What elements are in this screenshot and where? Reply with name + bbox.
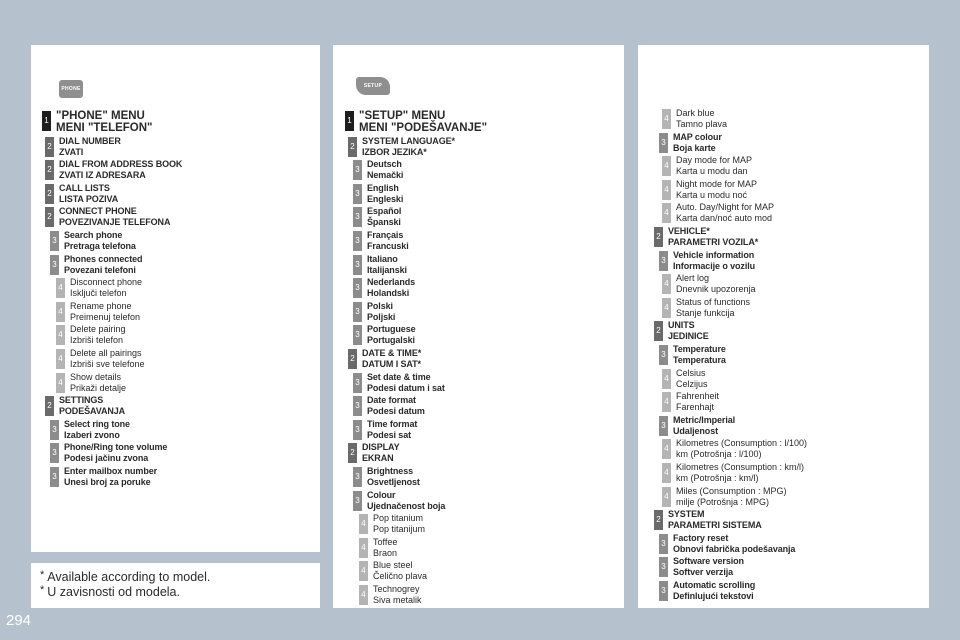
- menu-item-label: UNITS: [668, 320, 695, 330]
- menu-item-text: [367, 230, 409, 252]
- menu-item-translation: EKRAN: [362, 453, 394, 463]
- menu-item-translation: Obnovi fabrička podešavanja: [673, 544, 796, 554]
- menu-item-text: [668, 509, 762, 531]
- level-badge: 3: [659, 251, 668, 271]
- footnote-english: [40, 570, 210, 584]
- menu-item-label: CALL LISTS: [59, 183, 110, 193]
- footnote-star: *: [40, 584, 45, 596]
- menu-item-translation: Stanje funkcija: [676, 308, 735, 318]
- menu-item-text: [367, 301, 395, 323]
- menu-item-text: [64, 419, 130, 441]
- menu-item-translation: Osvetljenost: [367, 477, 420, 487]
- menu-item-label: "PHONE" MENU: [56, 110, 145, 122]
- level-badge: 4: [662, 156, 671, 176]
- menu-item-text: [70, 277, 142, 299]
- footnote-serbian: [40, 585, 180, 599]
- level-badge: 3: [353, 302, 362, 322]
- menu-item-text: [59, 159, 182, 181]
- level-badge: 4: [56, 302, 65, 322]
- level-badge: 3: [353, 325, 362, 345]
- level-badge: 1: [42, 111, 51, 131]
- level-badge: 4: [662, 180, 671, 200]
- level-badge: 2: [654, 227, 663, 247]
- menu-item-label: Nederlands: [367, 277, 416, 287]
- menu-item-translation: Dnevnik upozorenja: [676, 284, 756, 294]
- menu-item-text: [56, 110, 153, 134]
- menu-item-translation: Definlujući tekstovi: [673, 591, 754, 601]
- menu-item-translation: Podesi datum i sat: [367, 383, 445, 393]
- level-badge: 3: [353, 467, 362, 487]
- menu-item-label: Español: [367, 206, 402, 216]
- menu-item-text: [359, 110, 487, 134]
- menu-item-translation: MENI "PODEŠAVANJE": [359, 122, 488, 134]
- level-badge: 4: [359, 585, 368, 605]
- menu-item-translation: Karta u modu dan: [676, 166, 748, 176]
- menu-item-text: [70, 372, 126, 394]
- menu-item-label: Vehicle information: [673, 250, 755, 260]
- menu-item-label: Deutsch: [367, 159, 402, 169]
- menu-item-text: [367, 254, 407, 276]
- level-badge: 2: [654, 510, 663, 530]
- menu-item-translation: Karta dan/noć auto mod: [676, 213, 773, 223]
- level-badge: 3: [659, 557, 668, 577]
- menu-item-text: [373, 513, 425, 535]
- menu-item-label: Portuguese: [367, 324, 416, 334]
- menu-item-translation: Celzijus: [676, 379, 708, 389]
- menu-item-text: [373, 560, 427, 582]
- menu-item-text: [64, 230, 136, 252]
- menu-item-label: MAP colour: [673, 132, 722, 142]
- page-number: 294: [6, 612, 32, 629]
- level-badge: 4: [56, 373, 65, 393]
- menu-item-translation: Unesi broj za poruke: [64, 477, 151, 487]
- level-badge: 4: [56, 325, 65, 345]
- menu-item-label: CONNECT PHONE: [59, 206, 137, 216]
- menu-item-text: [676, 273, 756, 295]
- menu-item-translation: Engleski: [367, 194, 404, 204]
- menu-item-label: Rename phone: [70, 301, 132, 311]
- menu-item-text: [673, 556, 744, 578]
- menu-item-translation: Portugalski: [367, 335, 415, 345]
- level-badge: 4: [662, 463, 671, 483]
- menu-item-text: [673, 250, 755, 272]
- menu-item-text: [59, 183, 118, 205]
- level-badge: 2: [45, 207, 54, 227]
- level-badge: 2: [45, 396, 54, 416]
- menu-item-label: DIAL FROM ADDRESS BOOK: [59, 159, 183, 169]
- menu-item-text: [362, 348, 421, 370]
- menu-item-label: Celsius: [676, 368, 706, 378]
- menu-item-translation: Ujednačenost boja: [367, 501, 446, 511]
- menu-item-text: [59, 136, 121, 158]
- menu-item-translation: Informacije o vozilu: [673, 261, 756, 271]
- menu-item-label: Date format: [367, 395, 416, 405]
- menu-item-label: DISPLAY: [362, 442, 400, 452]
- menu-item-translation: Holandski: [367, 288, 410, 298]
- level-badge: 4: [56, 278, 65, 298]
- menu-item-translation: Isključi telefon: [70, 288, 127, 298]
- level-badge: 4: [662, 369, 671, 389]
- level-badge: 4: [359, 538, 368, 558]
- menu-item-translation: Italijanski: [367, 265, 407, 275]
- menu-item-label: Disconnect phone: [70, 277, 143, 287]
- level-badge: 3: [353, 491, 362, 511]
- menu-item-translation: JEDINICE: [668, 331, 709, 341]
- level-badge: 3: [50, 255, 59, 275]
- menu-item-translation: Softver verzija: [673, 567, 734, 577]
- menu-item-text: [668, 320, 709, 342]
- level-badge: 2: [348, 137, 357, 157]
- menu-item-label: Set date & time: [367, 372, 431, 382]
- menu-item-text: [64, 466, 157, 488]
- menu-item-translation: Pop titanijum: [373, 524, 426, 534]
- menu-item-text: [676, 155, 752, 177]
- menu-item-translation: Podesi jačinu zvona: [64, 453, 149, 463]
- menu-item-text: [367, 206, 401, 228]
- menu-item-translation: ZVATI IZ ADRESARA: [59, 170, 146, 180]
- menu-item-translation: Podesi sat: [367, 430, 412, 440]
- menu-item-label: SETTINGS: [59, 395, 104, 405]
- menu-item-text: [676, 108, 727, 130]
- menu-item-text: [673, 415, 735, 437]
- level-badge: 1: [345, 111, 354, 131]
- footnote-star: *: [40, 569, 45, 581]
- menu-item-label: Delete all pairings: [70, 348, 142, 358]
- level-badge: 3: [353, 184, 362, 204]
- menu-item-label: Fahrenheit: [676, 391, 720, 401]
- menu-item-label: Status of functions: [676, 297, 751, 307]
- menu-item-label: Day mode for MAP: [676, 155, 753, 165]
- level-badge: 3: [659, 345, 668, 365]
- menu-item-label: Delete pairing: [70, 324, 126, 334]
- menu-item-label: Kilometres (Consumption : km/l): [676, 462, 805, 472]
- level-badge: 3: [659, 581, 668, 601]
- menu-item-translation: Izbriši telefon: [70, 335, 124, 345]
- menu-item-text: [676, 179, 757, 201]
- menu-item-text: [70, 348, 145, 370]
- menu-item-translation: Boja karte: [673, 143, 716, 153]
- level-badge: 4: [662, 392, 671, 412]
- menu-item-translation: km (Potrošnja : km/l): [676, 473, 759, 483]
- menu-item-text: [676, 297, 750, 319]
- menu-item-translation: Povezani telefoni: [64, 265, 136, 275]
- menu-item-label: Night mode for MAP: [676, 179, 758, 189]
- menu-item-translation: PODEŠAVANJA: [59, 406, 126, 416]
- menu-item-text: [673, 533, 795, 555]
- menu-item-text: [676, 368, 708, 390]
- menu-item-label: Software version: [673, 556, 744, 566]
- menu-item-label: Temperature: [673, 344, 726, 354]
- menu-item-translation: Pretraga telefona: [64, 241, 136, 251]
- menu-item-label: Phone/Ring tone volume: [64, 442, 168, 452]
- menu-item-translation: Izbriši sve telefone: [70, 359, 145, 369]
- menu-item-text: [64, 254, 142, 276]
- menu-item-translation: PARAMETRI SISTEMA: [668, 520, 762, 530]
- menu-item-label: Time format: [367, 419, 418, 429]
- footnote-text: Available according to model.: [47, 570, 211, 584]
- level-badge: 2: [348, 349, 357, 369]
- menu-item-label: Phones connected: [64, 254, 143, 264]
- level-badge: 3: [353, 420, 362, 440]
- menu-item-text: [367, 183, 403, 205]
- level-badge: 2: [45, 160, 54, 180]
- level-badge: 2: [654, 321, 663, 341]
- level-badge: 3: [659, 133, 668, 153]
- menu-item-label: Italiano: [367, 254, 398, 264]
- menu-item-text: [668, 226, 758, 248]
- menu-item-translation: Poljski: [367, 312, 396, 322]
- menu-item-text: [367, 395, 425, 417]
- menu-item-label: Auto. Day/Night for MAP: [676, 202, 775, 212]
- level-badge: 3: [50, 467, 59, 487]
- menu-item-text: [367, 419, 417, 441]
- menu-item-label: Miles (Consumption : MPG): [676, 486, 787, 496]
- level-badge: 3: [353, 207, 362, 227]
- menu-item-label: DIAL NUMBER: [59, 136, 121, 146]
- menu-item-translation: Podesi datum: [367, 406, 425, 416]
- menu-item-translation: LISTA POZIVA: [59, 194, 119, 204]
- level-badge: 4: [56, 349, 65, 369]
- menu-item-translation: DATUM I SAT*: [362, 359, 421, 369]
- menu-item-text: [59, 395, 125, 417]
- menu-item-translation: Farenhajt: [676, 402, 715, 412]
- menu-item-label: Toffee: [373, 537, 398, 547]
- menu-item-text: [367, 372, 445, 394]
- menu-item-label: Show details: [70, 372, 122, 382]
- menu-item-text: [362, 136, 455, 158]
- menu-item-label: Blue steel: [373, 560, 413, 570]
- level-badge: 3: [353, 160, 362, 180]
- menu-item-translation: Temperatura: [673, 355, 726, 365]
- menu-item-text: [362, 442, 399, 464]
- menu-item-translation: Čelično plava: [373, 571, 428, 581]
- menu-item-label: Pop titanium: [373, 513, 424, 523]
- level-badge: 2: [348, 443, 357, 463]
- level-badge: 3: [353, 373, 362, 393]
- menu-item-label: Automatic scrolling: [673, 580, 756, 590]
- menu-item-text: [676, 486, 787, 508]
- menu-item-translation: Izaberi zvono: [64, 430, 120, 440]
- menu-item-text: [373, 537, 397, 559]
- menu-item-translation: Španski: [367, 217, 401, 227]
- menu-item-translation: IZBOR JEZIKA*: [362, 147, 427, 157]
- level-badge: 4: [662, 109, 671, 129]
- menu-item-label: Search phone: [64, 230, 123, 240]
- footnote-text: U zavisnosti od modela.: [47, 585, 180, 599]
- menu-item-text: [70, 301, 140, 323]
- menu-item-label: Alert log: [676, 273, 710, 283]
- level-badge: 3: [353, 231, 362, 251]
- menu-item-text: [70, 324, 126, 346]
- menu-item-translation: Udaljenost: [673, 426, 719, 436]
- menu-item-text: [64, 442, 167, 464]
- level-badge: 3: [659, 534, 668, 554]
- menu-item-translation: Karta u modu noć: [676, 190, 748, 200]
- menu-item-label: VEHICLE*: [668, 226, 710, 236]
- menu-item-label: Kilometres (Consumption : l/100): [676, 438, 808, 448]
- menu-item-text: [367, 277, 415, 299]
- menu-item-label: Brightness: [367, 466, 414, 476]
- menu-item-text: [367, 159, 403, 181]
- menu-item-text: [676, 438, 807, 460]
- menu-item-text: [373, 584, 422, 606]
- menu-item-translation: Tamno plava: [676, 119, 728, 129]
- menu-item-label: Select ring tone: [64, 419, 130, 429]
- menu-item-text: [676, 202, 774, 224]
- level-badge: 4: [662, 203, 671, 223]
- menu-item-label: Polski: [367, 301, 393, 311]
- menu-item-text: [367, 466, 420, 488]
- menu-item-label: Metric/Imperial: [673, 415, 736, 425]
- menu-item-label: Enter mailbox number: [64, 466, 158, 476]
- menu-item-translation: Preimenuj telefon: [70, 312, 141, 322]
- menu-item-text: [367, 490, 445, 512]
- level-badge: 3: [353, 396, 362, 416]
- menu-item-text: [367, 324, 416, 346]
- level-badge: 3: [50, 420, 59, 440]
- menu-item-translation: milje (Potrošnja : MPG): [676, 497, 770, 507]
- menu-item-label: Colour: [367, 490, 396, 500]
- menu-item-translation: Prikaži detalje: [70, 383, 127, 393]
- menu-item-translation: MENI "TELEFON": [56, 122, 153, 134]
- level-badge: 4: [359, 561, 368, 581]
- footnote-panel: [31, 563, 320, 608]
- menu-item-label: Factory reset: [673, 533, 729, 543]
- level-badge: 4: [662, 439, 671, 459]
- menu-item-translation: Siva metalik: [373, 595, 422, 605]
- menu-item-translation: ZVATI: [59, 147, 84, 157]
- menu-item-text: [676, 391, 719, 413]
- menu-item-text: [673, 132, 722, 154]
- menu-item-label: SYSTEM: [668, 509, 705, 519]
- menu-item-label: English: [367, 183, 399, 193]
- menu-item-translation: POVEZIVANJE TELEFONA: [59, 217, 171, 227]
- menu-item-translation: PARAMETRI VOZILA*: [668, 237, 759, 247]
- level-badge: 4: [662, 274, 671, 294]
- menu-item-translation: Francuski: [367, 241, 409, 251]
- menu-item-translation: Nemački: [367, 170, 404, 180]
- level-badge: 3: [659, 416, 668, 436]
- menu-item-label: SYSTEM LANGUAGE*: [362, 136, 455, 146]
- level-badge: 4: [662, 487, 671, 507]
- setup-icon: SETUP: [356, 77, 390, 95]
- menu-item-label: Dark blue: [676, 108, 715, 118]
- menu-item-text: [673, 580, 755, 602]
- menu-item-text: [59, 206, 170, 228]
- menu-item-translation: km (Potrošnja : l/100): [676, 449, 762, 459]
- level-badge: 3: [50, 443, 59, 463]
- level-badge: 2: [45, 184, 54, 204]
- menu-item-label: DATE & TIME*: [362, 348, 422, 358]
- menu-item-text: [673, 344, 726, 366]
- level-badge: 3: [353, 255, 362, 275]
- menu-item-text: [676, 462, 804, 484]
- menu-item-label: Technogrey: [373, 584, 420, 594]
- level-badge: 3: [50, 231, 59, 251]
- menu-item-translation: Braon: [373, 548, 398, 558]
- level-badge: 2: [45, 137, 54, 157]
- menu-item-label: Français: [367, 230, 404, 240]
- phone-icon: PHONE: [59, 80, 83, 98]
- level-badge: 4: [359, 514, 368, 534]
- level-badge: 3: [353, 278, 362, 298]
- menu-item-label: "SETUP" MENU: [359, 110, 446, 122]
- level-badge: 4: [662, 298, 671, 318]
